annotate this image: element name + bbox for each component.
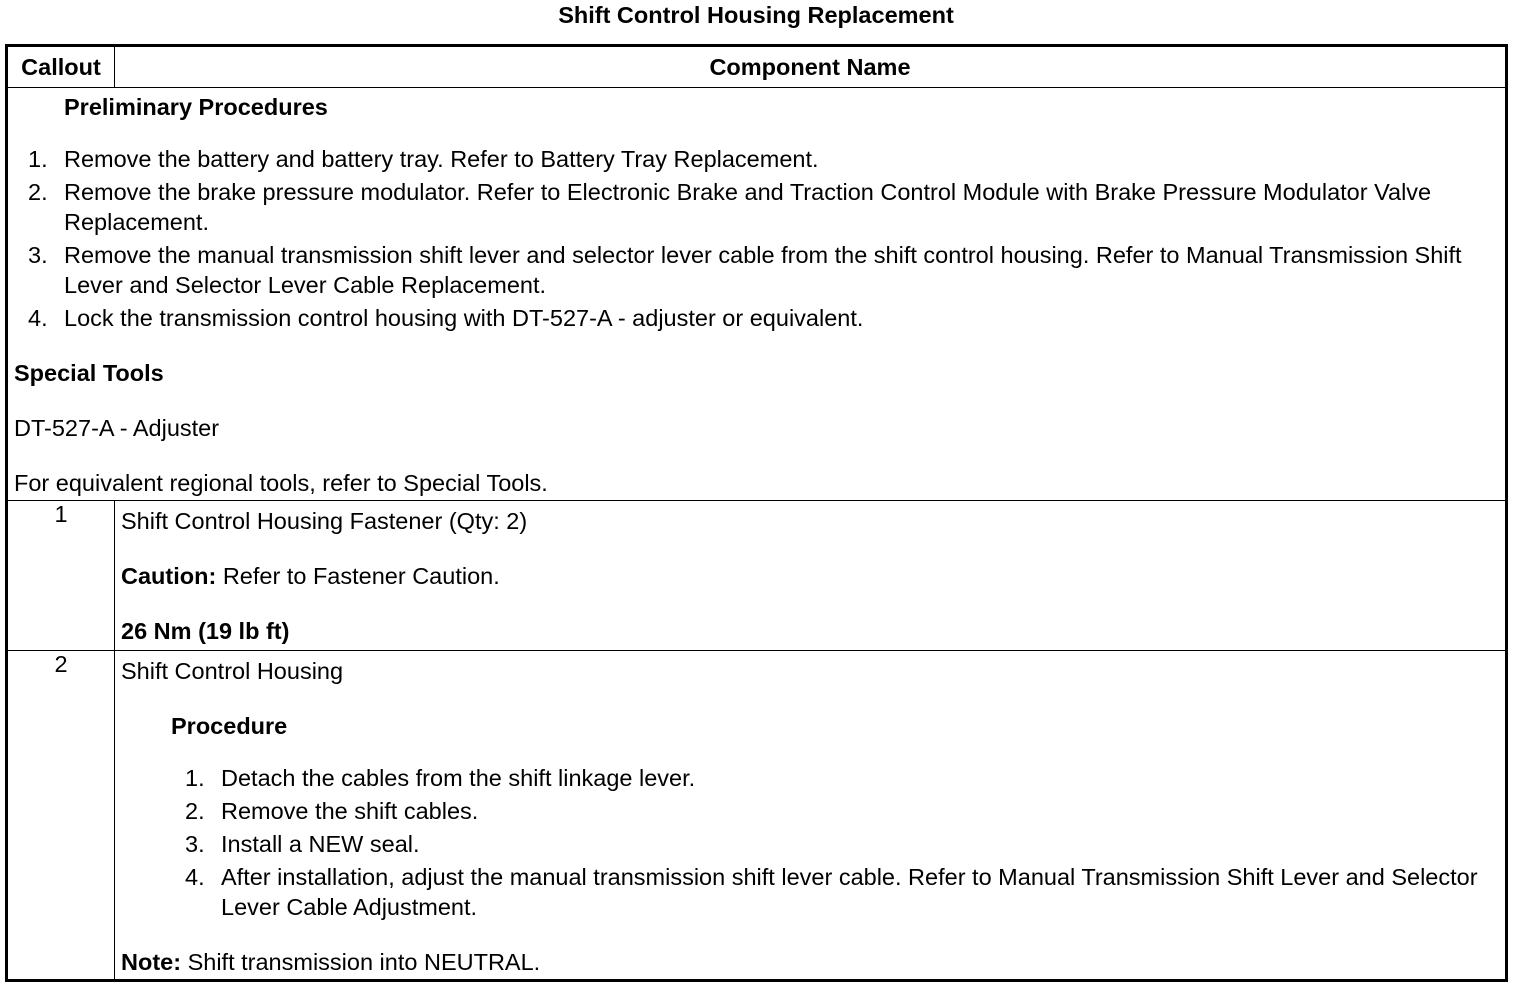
component-name: Shift Control Housing	[121, 658, 344, 684]
preliminary-steps	[14, 144, 1499, 333]
table-row	[7, 501, 1507, 651]
special-tools-heading: Special Tools	[14, 360, 164, 386]
regional-tools-note: For equivalent regional tools, refer to Special Tools.	[14, 470, 548, 496]
component-name-header: Component Name	[115, 46, 1507, 88]
callout-number: 1	[7, 501, 115, 651]
procedure-table	[5, 44, 1508, 982]
note-text: Note: Shift transmission into NEUTRAL.	[121, 949, 541, 975]
special-tool-item: DT-527-A - Adjuster	[14, 415, 220, 441]
header-row	[7, 46, 1507, 88]
torque-spec: 26 Nm (19 lb ft)	[121, 618, 290, 644]
list-item: 1. Detach the cables from the shift linkage lever.	[185, 765, 696, 791]
preliminary-row	[7, 88, 1507, 501]
list-item: 3. Remove the manual transmission shift lever and selector lever cable from the shift control housing. Refer to Manual Transmission Shift Lever and Selector Lever Cable Replacement.	[28, 242, 1462, 298]
list-item: 2. Remove the shift cables.	[185, 798, 479, 824]
list-item: 4. Lock the transmission control housing with DT-527-A - adjuster or equivalent.	[28, 305, 864, 331]
procedure-heading: Procedure	[171, 713, 288, 739]
procedure-steps	[121, 763, 1499, 922]
callout-header: Callout	[7, 46, 115, 88]
callout-number: 2	[7, 651, 115, 981]
component-name: Shift Control Housing Fastener (Qty: 2)	[121, 508, 528, 534]
component-cell	[115, 501, 1507, 651]
preliminary-heading: Preliminary Procedures	[64, 94, 328, 120]
caution-text: Caution: Refer to Fastener Caution.	[121, 563, 500, 589]
list-item: 1. Remove the battery and battery tray. Refer to Battery Tray Replacement.	[28, 146, 819, 172]
list-item: 3. Install a NEW seal.	[185, 831, 420, 857]
component-cell	[115, 651, 1507, 981]
table-row	[7, 651, 1507, 981]
page-title: Shift Control Housing Replacement	[558, 2, 954, 28]
preliminary-cell	[7, 88, 1507, 501]
list-item: 4. After installation, adjust the manual transmission shift lever cable. Refer to Manual Transmission Shift Lever and Selector Lever Cable Adjustment.	[185, 864, 1478, 920]
list-item: 2. Remove the brake pressure modulator. Refer to Electronic Brake and Traction Control Module with Brake Pressure Modulator Valve Replacement.	[28, 179, 1432, 235]
